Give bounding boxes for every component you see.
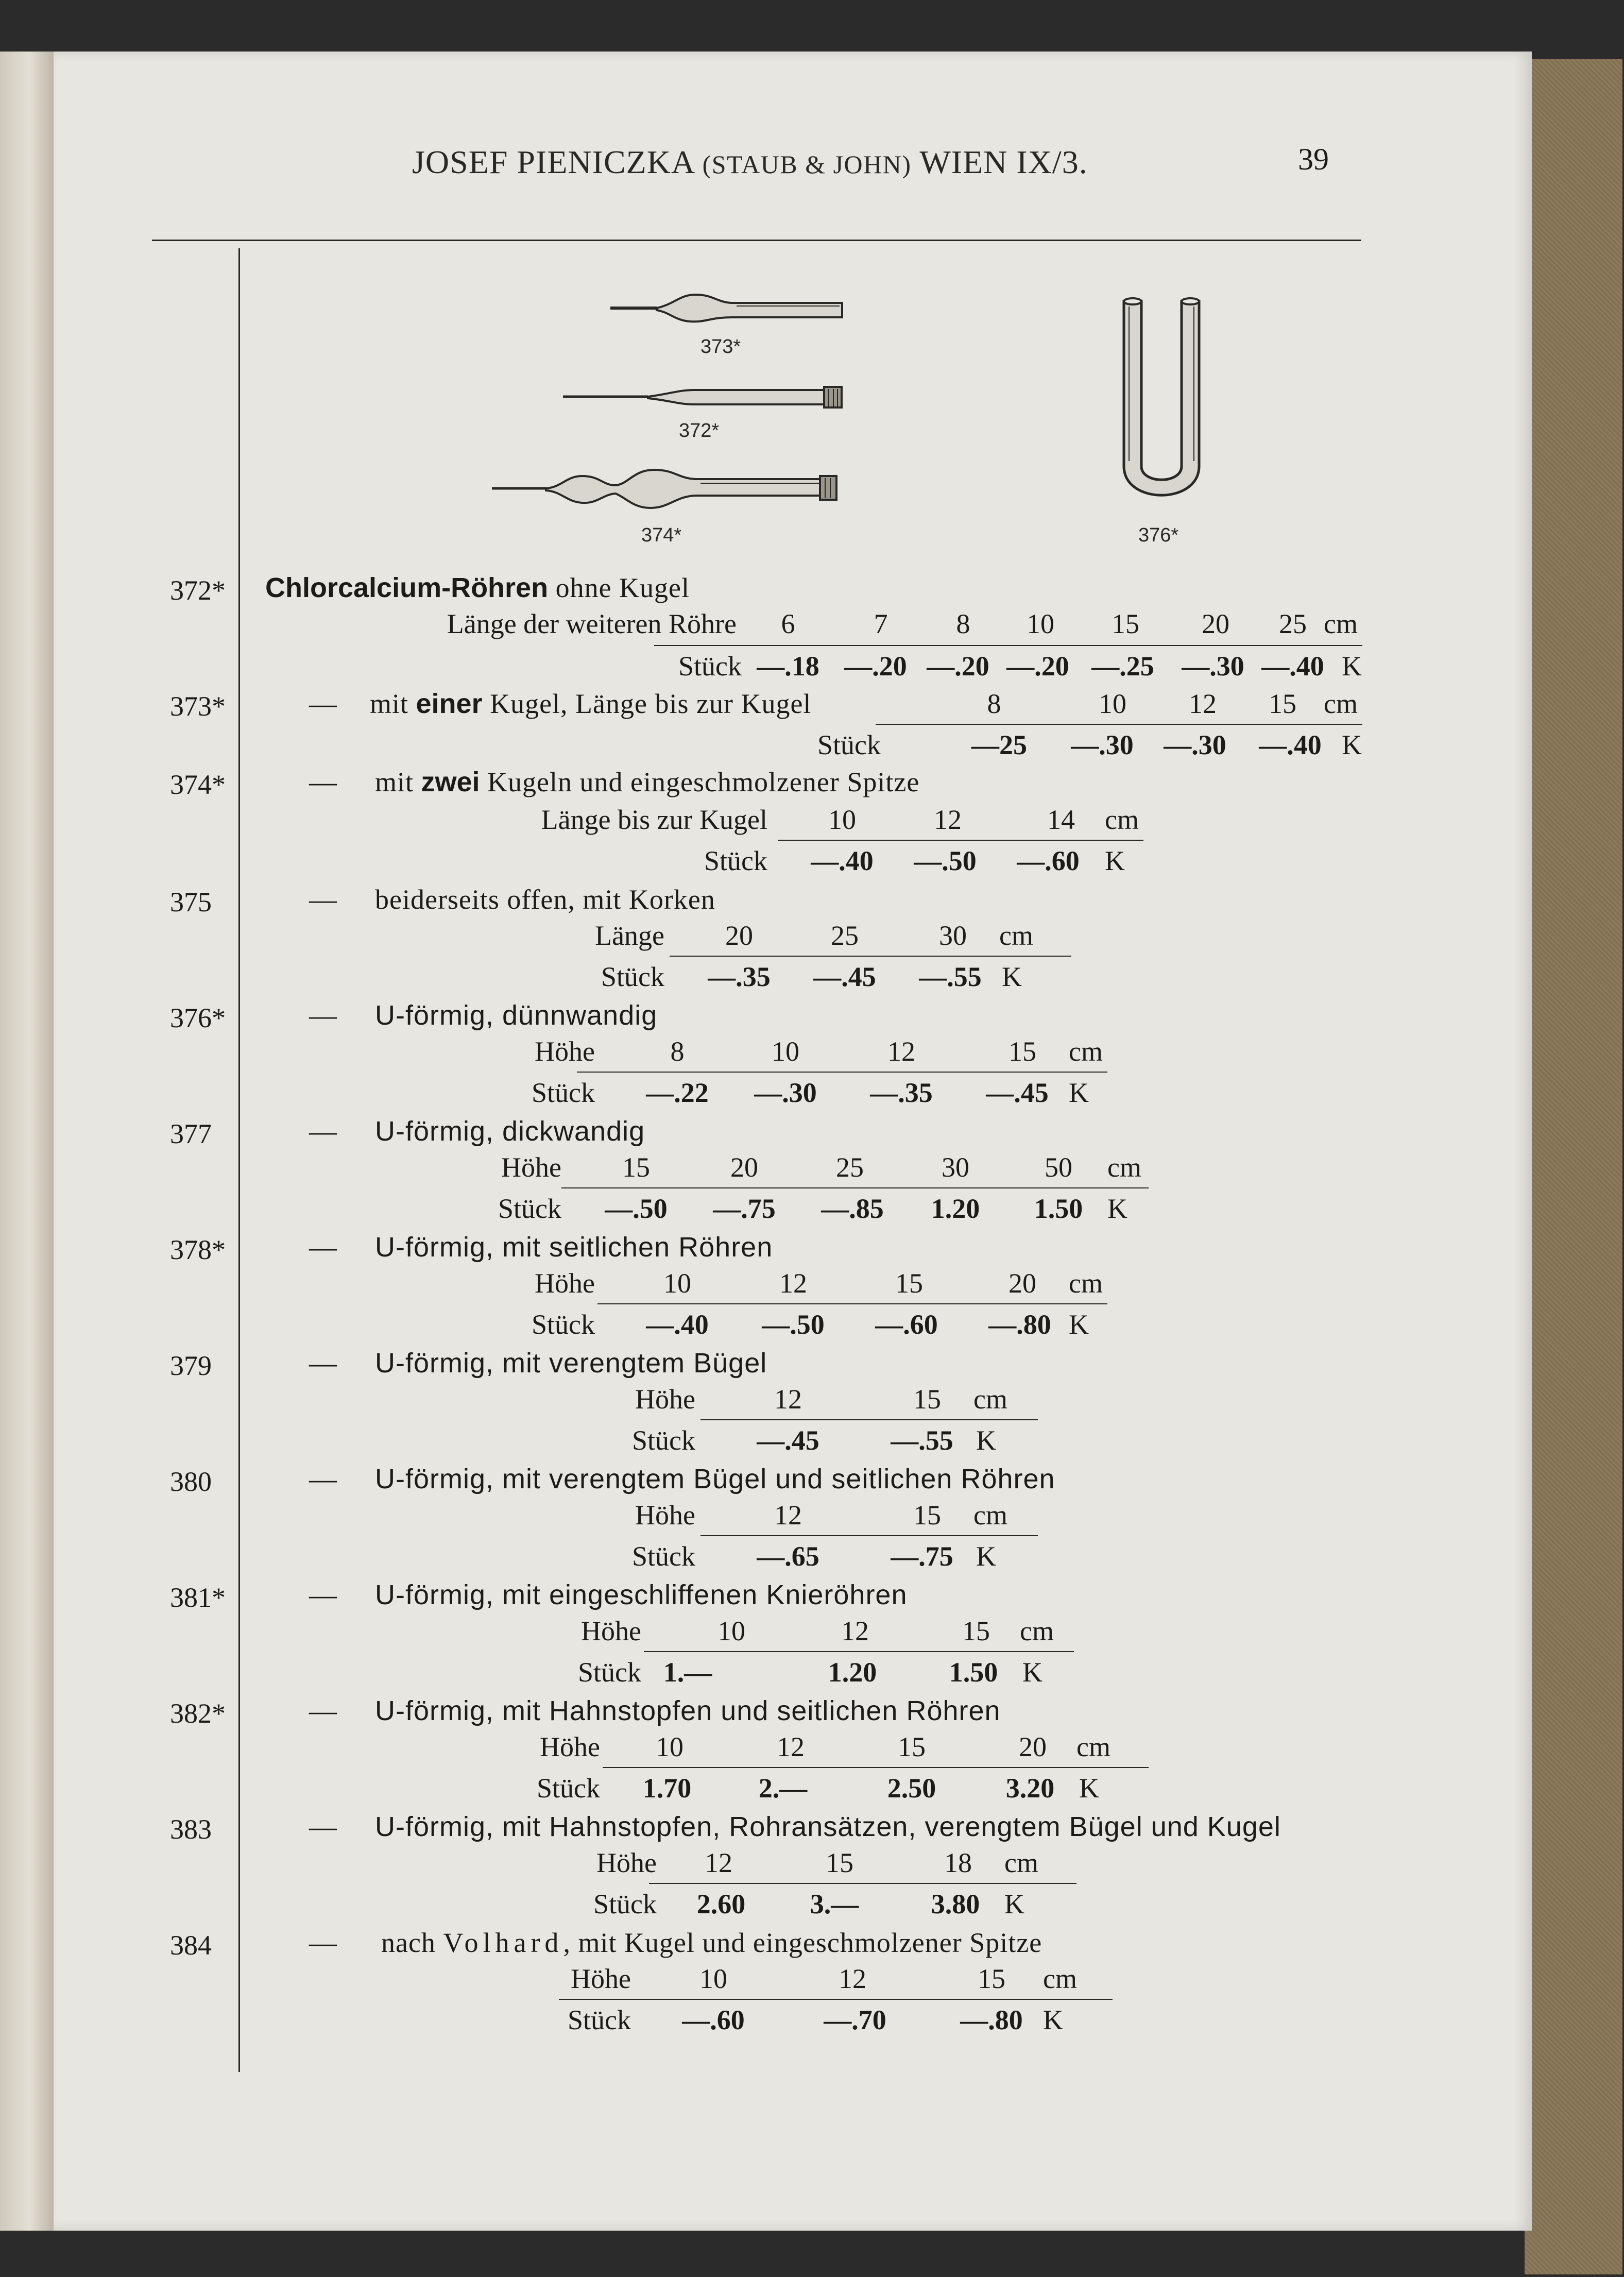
desc-text: U-förmig, mit seitlichen Röhren (375, 1232, 773, 1263)
desc-text: U-förmig, dünnwandig (375, 1000, 658, 1031)
size-unit: cm (1105, 804, 1139, 835)
item-number-383: 383 (170, 1814, 212, 1845)
size-label: Höhe (540, 1731, 600, 1762)
table-rule (700, 1419, 1038, 1420)
figure-label-373: 373* (700, 336, 741, 358)
size-value: 10 (699, 1963, 727, 1994)
size-label: Höhe (535, 1268, 595, 1299)
item-description-380 (375, 1463, 1055, 1495)
item-description-377 (375, 1115, 645, 1147)
size-value: 50 (1045, 1152, 1072, 1183)
size-value: 10 (663, 1268, 691, 1299)
size-unit: cm (1020, 1616, 1054, 1646)
ditto-dash: — (309, 1000, 337, 1031)
table-rule (670, 956, 1071, 957)
price-value: —.35 (708, 961, 771, 992)
desc-spaced: Volhard (443, 1927, 563, 1958)
item-number-375: 375 (170, 887, 212, 917)
size-value: 25 (1279, 608, 1307, 639)
price-unit: K (1105, 845, 1125, 876)
price-label: Stück (631, 1425, 695, 1456)
size-value: 8 (670, 1036, 685, 1067)
item-description-374 (375, 766, 919, 798)
item-number-372: 372* (170, 575, 226, 606)
size-value: 12 (839, 1963, 866, 1994)
price-label: Stück (531, 1309, 595, 1340)
price-unit: K (1002, 961, 1022, 992)
size-value: 8 (956, 608, 970, 639)
size-value: 12 (705, 1847, 732, 1878)
item-number-378: 378* (170, 1234, 226, 1265)
desc-text: U-förmig, mit eingeschliffenen Knieröhren (375, 1579, 908, 1610)
price-value: —.80 (988, 1309, 1051, 1340)
item-description-383 (375, 1811, 1281, 1843)
u-tube-376-illustration (1118, 291, 1205, 518)
size-value: 15 (913, 1500, 941, 1531)
size-value: 20 (1019, 1731, 1047, 1762)
size-label: Höhe (535, 1036, 595, 1067)
item-description-373 (370, 688, 811, 720)
size-value: 15 (962, 1616, 990, 1646)
desc-text: U-förmig, mit verengtem Bügel und seitlichen Röhren (375, 1464, 1055, 1494)
price-value: 2.60 (696, 1889, 746, 1919)
desc-text: Kugeln und eingeschmolzener Spitze (480, 767, 920, 797)
size-value: 10 (717, 1616, 745, 1646)
header-partners: (STAUB & JOHN) (702, 150, 912, 179)
size-value: 15 (826, 1847, 853, 1878)
size-value: 14 (1047, 804, 1075, 835)
table-rule (603, 1767, 1149, 1768)
size-label: Höhe (596, 1847, 657, 1878)
price-value: 2.— (758, 1773, 808, 1804)
item-number-376: 376* (170, 1002, 226, 1033)
size-value: 12 (774, 1384, 802, 1415)
ditto-dash: — (309, 1579, 337, 1610)
page-header (412, 143, 1088, 181)
size-label: Länge bis zur Kugel (541, 804, 767, 835)
book-binding (1525, 59, 1622, 2274)
size-value: 12 (774, 1500, 802, 1531)
price-value: 1.70 (642, 1773, 692, 1804)
table-rule (700, 1535, 1038, 1536)
size-value: 12 (841, 1616, 869, 1646)
price-value: —.55 (919, 961, 982, 992)
size-value: 15 (1008, 1036, 1036, 1067)
price-value: —.60 (682, 2004, 745, 2035)
price-unit: K (1342, 729, 1362, 760)
desc-text: nach (381, 1927, 443, 1958)
size-value: 15 (895, 1268, 923, 1299)
price-value: —.30 (1182, 651, 1244, 682)
price-value: 2.50 (887, 1773, 936, 1804)
price-value: —.80 (960, 2004, 1023, 2035)
price-value: —.50 (914, 845, 977, 876)
price-value: —.22 (646, 1077, 709, 1108)
price-label: Stück (631, 1541, 695, 1572)
price-value: 1.50 (1034, 1193, 1083, 1224)
ditto-dash: — (309, 1811, 337, 1842)
ditto-dash: — (309, 1348, 337, 1379)
desc-text: beiderseits offen, mit Korken (375, 884, 715, 915)
desc-text: ohne Kugel (548, 572, 690, 603)
price-unit: K (1342, 651, 1362, 682)
price-value: —.60 (1017, 845, 1080, 876)
desc-text: U-förmig, dickwandig (375, 1116, 645, 1147)
ditto-dash: — (309, 1464, 337, 1494)
price-value: —.50 (762, 1309, 825, 1340)
size-value: 20 (1202, 608, 1229, 639)
price-unit: K (1107, 1193, 1127, 1224)
price-value: —.20 (1006, 651, 1069, 682)
item-description-381 (375, 1579, 908, 1611)
size-value: 15 (913, 1384, 941, 1415)
price-label: Stück (577, 1657, 641, 1688)
price-unit: K (1069, 1309, 1089, 1340)
size-unit: cm (1324, 608, 1358, 639)
price-value: —.30 (1164, 729, 1226, 760)
price-value: 3.80 (931, 1889, 980, 1919)
desc-bold: Chlorcalcium-Röhren (265, 572, 549, 603)
price-value: —.35 (870, 1077, 933, 1108)
column-rule (238, 248, 240, 2072)
price-value: —.70 (824, 2004, 886, 2035)
item-description-379 (375, 1347, 767, 1379)
price-unit: K (1043, 2004, 1063, 2035)
ditto-dash: — (309, 688, 337, 719)
size-value: 25 (831, 920, 859, 951)
size-unit: cm (1076, 1731, 1110, 1762)
price-unit: K (1069, 1077, 1089, 1108)
table-rule (876, 724, 1362, 725)
header-rule (152, 240, 1361, 241)
price-value: —.20 (844, 651, 907, 682)
item-number-382: 382* (170, 1698, 226, 1729)
size-value: 20 (730, 1152, 758, 1183)
table-rule (559, 1999, 1113, 2000)
price-label: Stück (536, 1773, 600, 1804)
size-value: 10 (656, 1731, 683, 1762)
price-value: —.40 (1261, 651, 1324, 682)
ditto-dash: — (309, 1927, 337, 1958)
size-value: 20 (1008, 1268, 1036, 1299)
header-city: WIEN IX/3. (919, 144, 1088, 180)
size-label: Höhe (571, 1963, 631, 1994)
price-value: —.50 (605, 1193, 668, 1224)
size-value: 12 (934, 804, 962, 835)
table-rule (597, 1303, 1107, 1304)
price-label: Stück (498, 1193, 561, 1224)
item-description-382 (375, 1695, 1001, 1727)
ditto-dash: — (309, 1232, 337, 1263)
size-unit: cm (1004, 1847, 1038, 1878)
table-rule (649, 1883, 1076, 1884)
desc-text: U-förmig, mit Hahnstopfen, Rohransätzen, verengtem Bügel und Kugel (375, 1811, 1281, 1842)
size-label: Länge der weiteren Röhre (447, 608, 737, 639)
tube-374-illustration (489, 458, 850, 520)
table-rule (654, 645, 1362, 646)
facing-page-edge (0, 52, 54, 2231)
price-value: —.30 (754, 1077, 817, 1108)
size-value: 15 (1269, 688, 1296, 719)
size-unit: cm (1324, 688, 1358, 719)
price-unit: K (1004, 1889, 1024, 1919)
size-value: 30 (939, 920, 967, 951)
size-unit: cm (999, 920, 1033, 951)
item-number-377: 377 (170, 1118, 212, 1149)
header-company: JOSEF PIENICZKA (412, 144, 694, 180)
ditto-dash: — (309, 767, 337, 797)
desc-bold: einer (416, 688, 483, 719)
price-value: 3.20 (1005, 1773, 1055, 1804)
figure-label-376: 376* (1138, 524, 1179, 546)
item-description-376 (375, 999, 657, 1031)
size-value: 12 (777, 1731, 805, 1762)
price-value: —.20 (927, 651, 989, 682)
price-value: 1.— (663, 1657, 712, 1688)
price-value: —.55 (891, 1425, 953, 1456)
desc-text: , mit Kugel und eingeschmolzener Spitze (563, 1927, 1042, 1958)
size-value: 30 (942, 1152, 969, 1183)
size-value: 18 (944, 1847, 972, 1878)
price-value: 3.— (810, 1889, 859, 1919)
price-value: 1.50 (949, 1657, 998, 1688)
item-description-378 (375, 1231, 773, 1263)
desc-text: U-förmig, mit Hahnstopfen und seitlichen Röhren (375, 1695, 1001, 1726)
table-rule (561, 1187, 1149, 1188)
price-value: —.40 (646, 1309, 709, 1340)
tube-372-illustration (560, 379, 849, 415)
price-value: —.45 (757, 1425, 819, 1456)
size-value: 10 (1027, 608, 1054, 639)
ditto-dash: — (309, 1116, 337, 1147)
item-number-384: 384 (170, 1930, 212, 1961)
size-value: 10 (772, 1036, 799, 1067)
price-label: Stück (704, 845, 767, 876)
price-value: —.75 (891, 1541, 953, 1572)
size-value: 15 (898, 1731, 926, 1762)
desc-bold: zwei (421, 767, 480, 797)
size-unit: cm (1107, 1152, 1141, 1183)
price-value: —25 (971, 729, 1027, 760)
size-value: 10 (1099, 688, 1126, 719)
size-value: 15 (622, 1152, 650, 1183)
size-label: Länge (595, 920, 664, 951)
desc-text: mit (370, 688, 416, 719)
size-value: 20 (725, 920, 753, 951)
item-number-379: 379 (170, 1350, 212, 1381)
price-label: Stück (678, 651, 742, 682)
price-unit: K (1022, 1657, 1042, 1688)
size-value: 15 (978, 1963, 1005, 1994)
size-value: 6 (781, 608, 795, 639)
size-value: 10 (828, 804, 856, 835)
ditto-dash: — (309, 884, 337, 915)
size-value: 12 (1189, 688, 1217, 719)
size-unit: cm (1069, 1036, 1103, 1067)
size-label: Höhe (635, 1384, 695, 1415)
size-value: 25 (836, 1152, 864, 1183)
price-value: 1.20 (931, 1193, 980, 1224)
price-value: —.30 (1071, 729, 1134, 760)
price-value: —.85 (821, 1193, 884, 1224)
size-value: 12 (779, 1268, 807, 1299)
desc-text: mit (375, 767, 421, 797)
page-number: 39 (1298, 142, 1329, 176)
size-value: 7 (874, 608, 888, 639)
price-value: —.45 (986, 1077, 1049, 1108)
size-label: Höhe (581, 1616, 641, 1646)
size-value: 15 (1112, 608, 1139, 639)
price-value: —.18 (757, 651, 819, 682)
table-rule (577, 1072, 1107, 1073)
price-label: Stück (567, 2004, 631, 2035)
price-label: Stück (531, 1077, 595, 1108)
size-unit: cm (973, 1384, 1007, 1415)
item-description-375 (375, 883, 715, 915)
price-label: Stück (817, 729, 881, 760)
item-number-381: 381* (170, 1582, 226, 1613)
price-value: —.40 (811, 845, 874, 876)
table-rule (778, 840, 1143, 841)
price-value: —.60 (875, 1309, 938, 1340)
price-label: Stück (601, 961, 664, 992)
item-number-374: 374* (170, 769, 226, 800)
item-description-372 (265, 572, 690, 604)
size-unit: cm (1069, 1268, 1103, 1299)
price-value: —.25 (1091, 651, 1154, 682)
ditto-dash: — (309, 1695, 337, 1726)
price-value: —.75 (713, 1193, 776, 1224)
size-label: Höhe (501, 1152, 561, 1183)
price-value: —.45 (813, 961, 876, 992)
tube-373-illustration (608, 288, 850, 330)
size-unit: cm (973, 1500, 1007, 1531)
price-unit: K (976, 1425, 996, 1456)
size-unit: cm (1043, 1963, 1077, 1994)
table-rule (644, 1651, 1074, 1652)
size-value: 12 (887, 1036, 915, 1067)
price-value: 1.20 (828, 1657, 877, 1688)
price-unit: K (976, 1541, 996, 1572)
item-number-373: 373* (170, 691, 226, 722)
item-number-380: 380 (170, 1466, 212, 1497)
price-value: —.65 (757, 1541, 819, 1572)
desc-text: Kugel, Länge bis zur Kugel (482, 688, 812, 719)
figure-label-372: 372* (679, 420, 720, 441)
size-label: Höhe (635, 1500, 695, 1531)
price-unit: K (1079, 1773, 1099, 1804)
figure-label-374: 374* (641, 524, 682, 546)
price-label: Stück (593, 1889, 657, 1919)
item-description-384 (381, 1927, 1042, 1959)
desc-text: U-förmig, mit verengtem Bügel (375, 1348, 767, 1379)
price-value: —.40 (1259, 729, 1322, 760)
size-value: 8 (987, 688, 1001, 719)
